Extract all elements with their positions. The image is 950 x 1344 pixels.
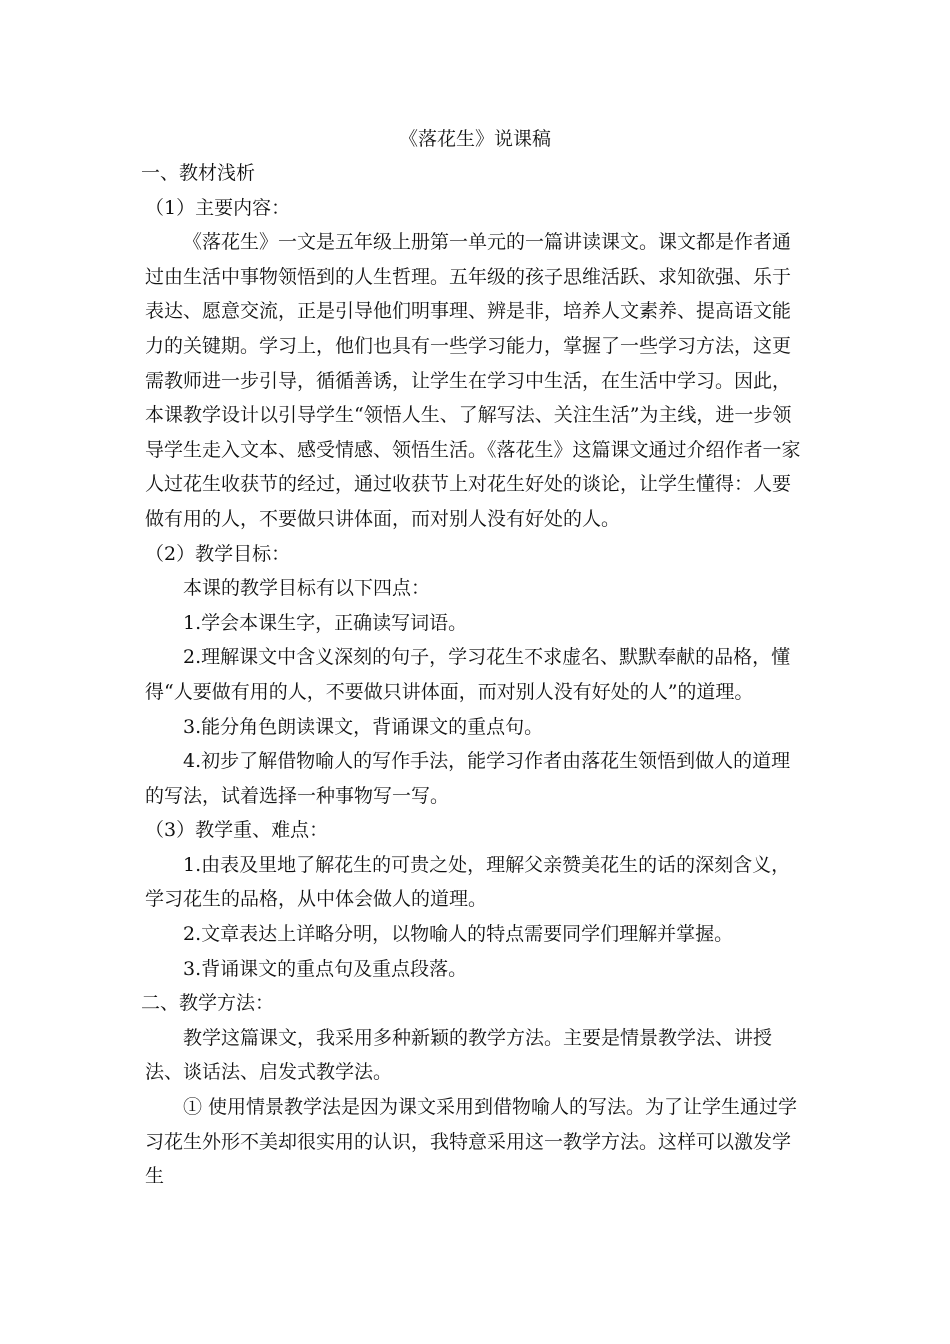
paragraph-situational-method: ① 使用情景教学法是因为课文采用到借物喻人的写法。为了让学生通过学习花生外形不美却很实用的认识，我特意采用这一教学方法。这样可以激发学生 [145,1096,798,1188]
goal-item: 4.初步了解借物喻人的写作手法，能学习作者由落花生领悟到做人的道理的写法，试着选择一种事物写一写。 [145,750,791,807]
subheading-main-content: （1）主要内容： [145,196,291,219]
key-point-item: 1.由表及里地了解花生的可贵之处，理解父亲赞美花生的话的深刻含义，学习花生的品格，从中体会做人的道理。 [145,853,791,911]
subheading-key-difficult-points: （3）教学重、难点： [145,819,329,842]
document-body [141,156,805,1194]
goal-item: 2.理解课文中含义深刻的句子，学习花生不求虚名、默默奉献的品格，懂得“人要做有用的人，不要做只讲体面，而对别人没有好处的人”的道理。 [145,646,791,703]
key-point-item: 3.背诵课文的重点句及重点段落。 [183,957,468,980]
paragraph-methods-overview: 教学这篇课文，我采用多种新颖的教学方法。主要是情景教学法、讲授法、谈话法、启发式教学法。 [145,1026,773,1084]
paragraph-main-content: 《落花生》一文是五年级上册第一单元的一篇讲读课文。课文都是作者通过由生活中事物领悟到的人生哲理。五年级的孩子思维活跃、求知欲强、乐于表达、愿意交流，正是引导他们明事理、辨是非，培养人文素养、提高语文能力的关键期。学习上，他们也具有一些学习能力，掌握了一些学习方法，这更需教师进一步引导，循循善诱，让学生在学习中生活，在生活中学习。因此，本课教学设计以引导学生“领悟人生、了解写法、关注生活”为主线，进一步领导学生走入文本、感受情感、领悟生活。《落花生》这篇课文通过介绍作者一家人过花生收获节的经过，通过收获节上对花生好处的谈论，让学生懂得：人要做有用的人，不要做只讲体面，而对别人没有好处的人。 [145,231,801,530]
document-title: 《落花生》说课稿 [398,128,551,150]
key-point-item: 2.文章表达上详略分明，以物喻人的特点需要同学们理解并掌握。 [183,923,734,946]
section-heading-teaching-methods: 二、教学方法： [141,992,275,1015]
paragraph-goals-intro: 本课的教学目标有以下四点： [183,577,431,600]
goal-item: 1.学会本课生字，正确读写词语。 [183,611,468,634]
goal-item: 3.能分角色朗读课文，背诵课文的重点句。 [183,715,544,738]
subheading-teaching-goals: （2）教学目标： [145,542,291,565]
section-heading-textbook-analysis: 一、教材浅析 [141,162,256,184]
